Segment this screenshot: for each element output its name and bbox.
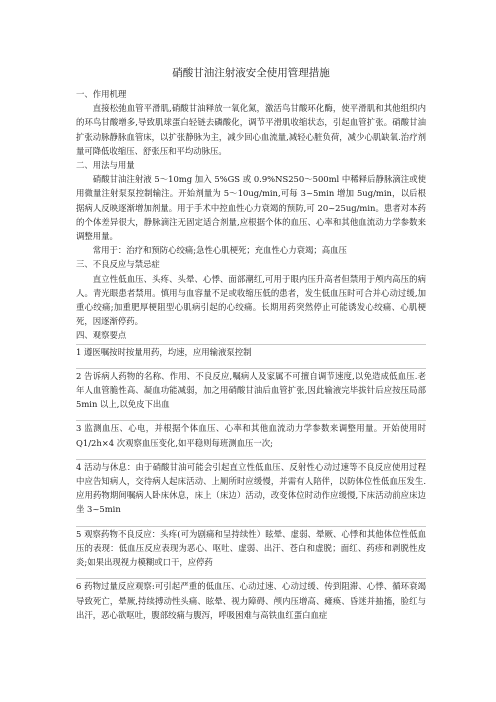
observation-item [76, 526, 426, 570]
observation-item [76, 368, 426, 412]
section-heading: 一、作用机理 [76, 89, 127, 99]
observation-item [76, 459, 426, 517]
item-text: 5 观察药物不良反应：头疼(可为剧痛和呈持续性）眩晕、虚弱、晕厥、心悸和其他体位性低血压的表现：低血压反应表现为恶心、呕吐、虚弱、出汗、苍白和虚脱；面红、药疹和剥脱性皮炎;如果出现视力模糊或口干，应停药 [76, 528, 426, 568]
section-mechanism [76, 87, 426, 158]
section-heading: 四、观察要点 [76, 330, 127, 341]
paragraph: 常用于：治疗和预防心绞痛;急性心肌梗死；充血性心力衰竭；高血压 [92, 245, 347, 256]
observation-item [76, 420, 426, 449]
section-heading: 二、用法与用量 [76, 160, 135, 171]
page-title: 硝酸甘油注射液安全使用管理措施 [172, 67, 330, 79]
section-heading: 三、不良反应与禁忌症 [76, 259, 160, 270]
item-text: 1 遵医嘱按时按量用药，均速，应用输液泵控制 [76, 346, 252, 357]
paragraph: 直立性低血压、头疼、头晕、心悸、面部潮红,可用于眼内压升高者但禁用于颅内高压的病人。青光眼患者禁用。慎用与血容量不足或收缩压低的患者，发生低血压时可合并心动过缓,加重心绞痛;加重肥厚梗阻型心肌病引起的心绞痛。长期用药突然停止可能诱发心绞痛、心肌梗死，因逐渐停药。 [76, 273, 426, 327]
section-observation [76, 328, 426, 342]
item-text: 6 药物过量反应观察:可引起严重的低血压、心动过速、心动过缓、传到阻滞、心悸、循环衰竭导致死亡，晕厥,持续搏动性头痛、眩晕、视力障碍、颅内压增高、瘫痪、昏迷并抽搐，脸红与出汗，恶心欲呕吐，腹部绞痛与腹泻，呼吸困难与高铁血红蛋白血症 [76, 581, 426, 620]
observation-item [76, 344, 426, 359]
item-text: 4 活动与休息：由于硝酸甘油可能会引起直立性低血压、反射性心动过速等不良反应使用过程中应告知病人，交待病人起床活动、上厕所时应缓慢，并需有人陪伴，以防体位性低血压发生.应用药物期间嘱病人卧床休息，床上（床边）活动，改变体位时动作应缓慢,下床活动前应床边坐 3~5min [76, 461, 426, 515]
section-adverse [76, 257, 426, 328]
paragraph: 直接松弛血管平滑肌,硝酸甘油释放一氧化氮，激活鸟甘酸环化酶，使平滑肌和其他组织内的环鸟甘酸增多,导致肌球蛋白轻链去磷酸化，调节平滑肌收缩状态，引起血管扩张。硝酸甘油扩张动脉静脉血管床，以扩张静脉为主，减少回心血流量,减轻心脏负荷，减少心肌缺氧.治疗剂量可降低收缩压、舒张压和平均动脉压。 [76, 103, 426, 156]
item-text: 3 监测血压、心电，并根据个体血压、心率和其他血流动力学参数来调整用量。开始使用时 Q1/2h×4 次观察血压变化,如平稳则每班测血压一次; [76, 423, 426, 448]
paragraph: 硝酸甘油注射液 5～10mg 加入 5%GS 或 0.9%NS250～500ml 中稀释后静脉滴注或使用微量注射泵泵控制输注。开始剂量为 5～10ug/min,可每 3~5min 增加 5ug/min，以后根据病人反映逐渐增加剂量。用于手术中控血性心力衰竭的预防,可 20~25ug/min。患者对本药的个体差异很大，静脉滴注无固定适合剂量,应根据个体的血压、心率和其他血流动力学参数来调整用量。 [76, 174, 426, 242]
section-usage [76, 158, 426, 257]
observation-item [76, 578, 426, 622]
item-text: 2 告诉病人药物的名称、作用、不良反应,嘱病人及家属不可擅自调节速度,以免造成低血压.老年人血管脆性高、凝血功能减弱，加之用硝酸甘油后血管扩张,因此输液完毕拔针后应按压局部 5min 以上,以免皮下出血 [76, 370, 426, 410]
